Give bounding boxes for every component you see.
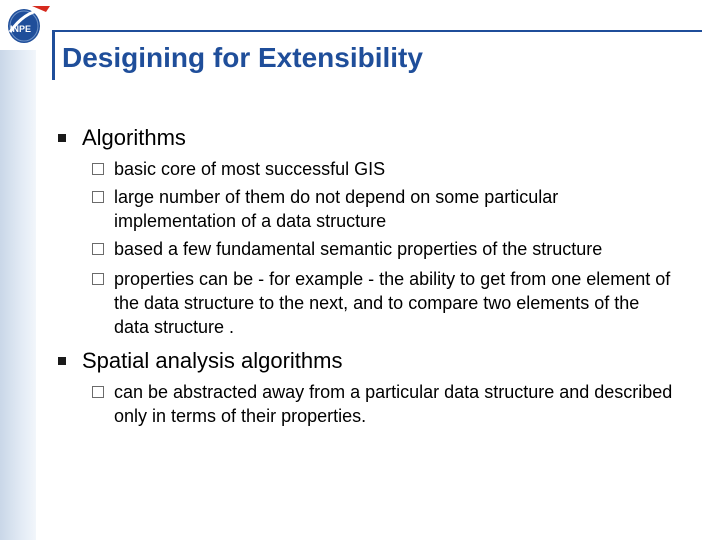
algorithms-item: properties can be - for example - the ability to get from one element of the data structure to the next, and to compare two elements of the data structure . xyxy=(114,269,671,337)
checkbox-bullet-icon xyxy=(92,243,104,255)
algorithms-item: based a few fundamental semantic properties of the structure xyxy=(114,239,603,259)
logo-wordmark: INPE xyxy=(10,24,32,34)
title-vertical-rule xyxy=(52,30,55,80)
checkbox-bullet-icon xyxy=(92,191,104,203)
slide-title: Desigining for Extensibility xyxy=(62,42,423,73)
section-bullet-square xyxy=(58,357,66,365)
section-heading-spatial-analysis: Spatial analysis algorithms xyxy=(82,348,343,373)
inpe-logo-graphic xyxy=(2,2,58,48)
checkbox-bullet-icon xyxy=(92,273,104,285)
title-horizontal-rule xyxy=(52,30,702,32)
algorithms-item: basic core of most successful GIS xyxy=(114,159,386,179)
section-bullet-square xyxy=(58,134,66,142)
checkbox-bullet-icon xyxy=(92,386,104,398)
checkbox-bullet-icon xyxy=(92,163,104,175)
left-decorative-band xyxy=(0,50,36,540)
spatial-analysis-item: can be abstracted away from a particular data structure and described only in terms of their properties. xyxy=(114,382,673,426)
section-heading-algorithms: Algorithms xyxy=(82,125,186,150)
algorithms-item: large number of them do not depend on some particular implementation of a data structure xyxy=(114,187,559,231)
inpe-logo xyxy=(2,2,58,48)
